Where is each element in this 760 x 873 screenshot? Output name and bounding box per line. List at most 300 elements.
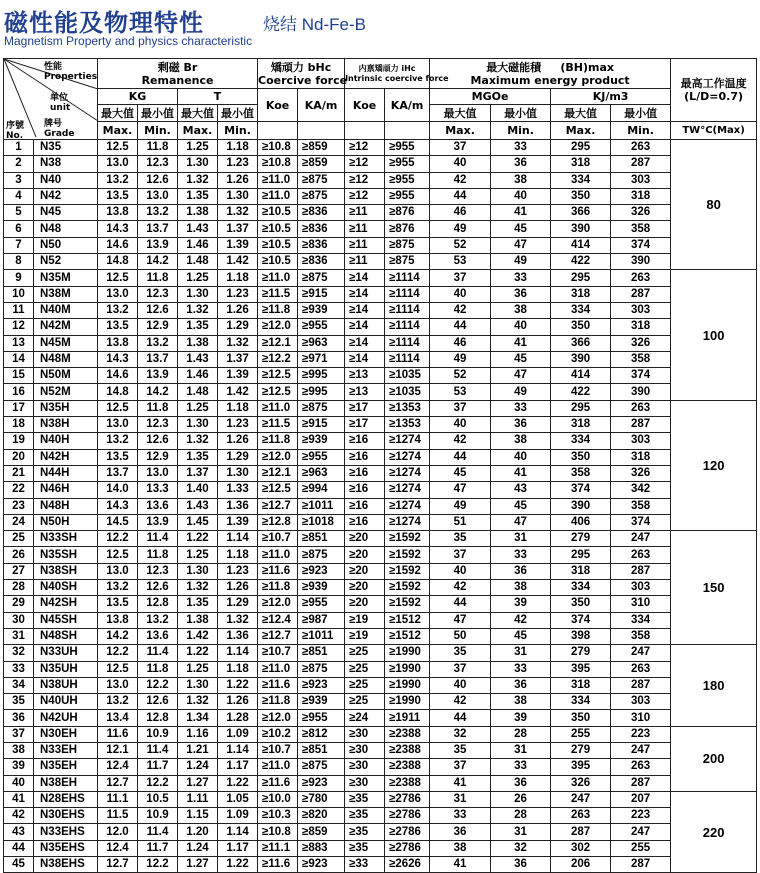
cell-grade: N40SH <box>34 580 98 596</box>
cell-bhc-koe: ≥12.0 <box>258 710 298 726</box>
cell-kg-min: 11.8 <box>138 400 178 416</box>
cell-kg-min: 13.9 <box>138 514 178 530</box>
cell-t-max: 1.32 <box>178 302 218 318</box>
cell-mgoe-max: 44 <box>430 596 491 612</box>
unit-kg: KG <box>98 89 178 105</box>
max-temp-value: 120 <box>671 400 757 530</box>
cell-mgoe-max: 35 <box>430 531 491 547</box>
cell-kg-max: 13.8 <box>98 612 138 628</box>
cell-no: 20 <box>4 449 34 465</box>
kj-min-en: Min. <box>611 122 671 140</box>
cell-mgoe-max: 40 <box>430 677 491 693</box>
cell-kj-min: 374 <box>611 514 671 530</box>
cell-mgoe-max: 37 <box>430 270 491 286</box>
cell-kg-min: 11.8 <box>138 661 178 677</box>
cell-t-max: 1.45 <box>178 514 218 530</box>
cell-mgoe-min: 38 <box>491 694 551 710</box>
cell-mgoe-min: 45 <box>491 351 551 367</box>
cell-kg-max: 14.2 <box>98 628 138 644</box>
cell-kj-max: 326 <box>551 775 611 791</box>
table-row <box>4 759 757 775</box>
cell-bhc-koe: ≥11.6 <box>258 857 298 873</box>
cell-grade: N35SH <box>34 547 98 563</box>
kj-max-cn: 最大值 <box>551 105 611 122</box>
cell-t-max: 1.21 <box>178 742 218 758</box>
cell-mgoe-max: 41 <box>430 857 491 873</box>
cell-no: 41 <box>4 791 34 807</box>
cell-t-max: 1.24 <box>178 759 218 775</box>
cell-kj-max: 406 <box>551 514 611 530</box>
cell-ihc-koe: ≥19 <box>345 628 385 644</box>
cell-grade: N45M <box>34 335 98 351</box>
page-title: 磁性能及物理特性 <box>4 9 204 37</box>
cell-kg-min: 11.7 <box>138 759 178 775</box>
cell-kj-max: 255 <box>551 726 611 742</box>
cell-mgoe-max: 37 <box>430 400 491 416</box>
cell-mgoe-min: 42 <box>491 612 551 628</box>
cell-ihc-kam: ≥2388 <box>385 742 430 758</box>
corner-unit-label: 单位 unit <box>50 93 71 113</box>
cell-t-min: 1.23 <box>218 286 258 302</box>
cell-grade: N35H <box>34 400 98 416</box>
cell-kg-max: 13.5 <box>98 449 138 465</box>
cell-t-max: 1.11 <box>178 791 218 807</box>
cell-no: 7 <box>4 237 34 253</box>
cell-ihc-kam: ≥2786 <box>385 840 430 856</box>
cell-grade: N38EHS <box>34 857 98 873</box>
cell-bhc-koe: ≥11.8 <box>258 694 298 710</box>
cell-ihc-koe: ≥35 <box>345 791 385 807</box>
cell-kg-min: 12.9 <box>138 449 178 465</box>
cell-no: 9 <box>4 270 34 286</box>
cell-kg-min: 12.6 <box>138 172 178 188</box>
mgoe-max-cn: 最大值 <box>430 105 491 122</box>
cell-kg-min: 13.7 <box>138 221 178 237</box>
cell-kj-min: 287 <box>611 677 671 693</box>
table-row <box>4 449 757 465</box>
temp-unit: TW°C(Max) <box>671 122 757 140</box>
cell-bhc-koe: ≥12.5 <box>258 482 298 498</box>
table-row <box>4 775 757 791</box>
cell-grade: N42M <box>34 319 98 335</box>
cell-kj-max: 318 <box>551 156 611 172</box>
cell-mgoe-max: 40 <box>430 563 491 579</box>
ihc-koe-blank <box>345 122 385 140</box>
cell-kj-min: 247 <box>611 742 671 758</box>
cell-grade: N52M <box>34 384 98 400</box>
cell-kg-min: 13.6 <box>138 498 178 514</box>
cell-no: 33 <box>4 661 34 677</box>
corner-property-label: 性能 Properties <box>44 62 98 82</box>
cell-ihc-koe: ≥14 <box>345 270 385 286</box>
cell-kj-min: 303 <box>611 694 671 710</box>
cell-no: 44 <box>4 840 34 856</box>
kj-max-en: Max. <box>551 122 611 140</box>
cell-ihc-kam: ≥1911 <box>385 710 430 726</box>
cell-kj-max: 414 <box>551 368 611 384</box>
cell-kg-min: 14.2 <box>138 254 178 270</box>
cell-kj-min: 358 <box>611 221 671 237</box>
t-max-cn: 最大值 <box>178 105 218 122</box>
cell-kj-min: 287 <box>611 857 671 873</box>
cell-ihc-kam: ≥1274 <box>385 482 430 498</box>
cell-kg-max: 12.7 <box>98 857 138 873</box>
cell-grade: N48 <box>34 221 98 237</box>
cell-mgoe-min: 28 <box>491 726 551 742</box>
cell-kg-min: 10.9 <box>138 808 178 824</box>
cell-kg-max: 12.5 <box>98 270 138 286</box>
cell-ihc-kam: ≥875 <box>385 254 430 270</box>
cell-kj-max: 318 <box>551 677 611 693</box>
bhc-koe-blank <box>258 122 298 140</box>
cell-kg-max: 12.1 <box>98 742 138 758</box>
cell-kg-max: 13.8 <box>98 335 138 351</box>
cell-ihc-koe: ≥30 <box>345 775 385 791</box>
table-row <box>4 286 757 302</box>
cell-bhc-koe: ≥11.5 <box>258 286 298 302</box>
cell-mgoe-max: 46 <box>430 335 491 351</box>
cell-no: 18 <box>4 417 34 433</box>
cell-grade: N46H <box>34 482 98 498</box>
cell-kg-max: 12.5 <box>98 661 138 677</box>
cell-bhc-kam: ≥955 <box>298 710 345 726</box>
cell-t-max: 1.30 <box>178 286 218 302</box>
cell-kj-min: 358 <box>611 628 671 644</box>
cell-bhc-koe: ≥11.8 <box>258 433 298 449</box>
cell-t-max: 1.30 <box>178 417 218 433</box>
cell-kg-max: 13.2 <box>98 302 138 318</box>
cell-kj-max: 279 <box>551 645 611 661</box>
cell-mgoe-max: 37 <box>430 661 491 677</box>
cell-mgoe-max: 49 <box>430 221 491 237</box>
cell-mgoe-min: 39 <box>491 596 551 612</box>
cell-t-max: 1.43 <box>178 221 218 237</box>
cell-t-min: 1.18 <box>218 400 258 416</box>
cell-t-min: 1.36 <box>218 498 258 514</box>
cell-bhc-koe: ≥11.1 <box>258 840 298 856</box>
cell-ihc-koe: ≥16 <box>345 498 385 514</box>
cell-kg-min: 12.2 <box>138 775 178 791</box>
cell-kg-max: 12.4 <box>98 840 138 856</box>
cell-bhc-kam: ≥955 <box>298 596 345 612</box>
cell-kj-max: 414 <box>551 237 611 253</box>
cell-kj-max: 334 <box>551 302 611 318</box>
cell-ihc-koe: ≥16 <box>345 433 385 449</box>
cell-mgoe-min: 40 <box>491 449 551 465</box>
cell-kg-min: 13.2 <box>138 612 178 628</box>
energy-product-header: 最大磁能積 (BH)max Maximum energy product <box>430 59 671 89</box>
cell-kg-min: 10.9 <box>138 726 178 742</box>
cell-ihc-koe: ≥12 <box>345 140 385 156</box>
cell-bhc-kam: ≥955 <box>298 449 345 465</box>
cell-grade: N40H <box>34 433 98 449</box>
cell-ihc-kam: ≥1592 <box>385 580 430 596</box>
table-row <box>4 156 757 172</box>
cell-kg-min: 12.6 <box>138 433 178 449</box>
cell-t-min: 1.42 <box>218 384 258 400</box>
cell-bhc-koe: ≥10.5 <box>258 237 298 253</box>
cell-kg-max: 11.1 <box>98 791 138 807</box>
cell-mgoe-min: 45 <box>491 221 551 237</box>
cell-t-min: 1.32 <box>218 612 258 628</box>
cell-grade: N38H <box>34 417 98 433</box>
cell-bhc-koe: ≥12.1 <box>258 335 298 351</box>
cell-t-max: 1.30 <box>178 156 218 172</box>
cell-mgoe-min: 36 <box>491 563 551 579</box>
cell-kg-max: 14.5 <box>98 514 138 530</box>
cell-no: 4 <box>4 188 34 204</box>
cell-ihc-koe: ≥33 <box>345 857 385 873</box>
cell-no: 40 <box>4 775 34 791</box>
cell-mgoe-min: 32 <box>491 840 551 856</box>
table-row <box>4 857 757 873</box>
cell-no: 13 <box>4 335 34 351</box>
cell-kj-max: 295 <box>551 270 611 286</box>
cell-kj-min: 374 <box>611 237 671 253</box>
cell-ihc-kam: ≥1990 <box>385 645 430 661</box>
ihc-koe: Koe <box>345 89 385 122</box>
cell-mgoe-max: 42 <box>430 302 491 318</box>
cell-ihc-koe: ≥11 <box>345 237 385 253</box>
cell-kg-max: 14.6 <box>98 237 138 253</box>
cell-ihc-kam: ≥1035 <box>385 368 430 384</box>
cell-bhc-koe: ≥11.0 <box>258 270 298 286</box>
cell-t-min: 1.17 <box>218 840 258 856</box>
cell-kg-max: 11.5 <box>98 808 138 824</box>
table-row <box>4 319 757 335</box>
cell-ihc-kam: ≥1990 <box>385 694 430 710</box>
table-row <box>4 710 757 726</box>
cell-bhc-koe: ≥11.5 <box>258 417 298 433</box>
cell-t-max: 1.38 <box>178 612 218 628</box>
cell-grade: N40 <box>34 172 98 188</box>
cell-ihc-kam: ≥1114 <box>385 351 430 367</box>
cell-kj-max: 318 <box>551 286 611 302</box>
cell-bhc-koe: ≥11.6 <box>258 677 298 693</box>
cell-kj-min: 247 <box>611 531 671 547</box>
cell-bhc-koe: ≥12.0 <box>258 449 298 465</box>
cell-kj-min: 318 <box>611 449 671 465</box>
cell-t-min: 1.05 <box>218 791 258 807</box>
table-row <box>4 580 757 596</box>
cell-bhc-koe: ≥12.1 <box>258 465 298 481</box>
cell-kj-min: 207 <box>611 791 671 807</box>
cell-grade: N42H <box>34 449 98 465</box>
cell-mgoe-max: 37 <box>430 759 491 775</box>
cell-t-max: 1.37 <box>178 465 218 481</box>
cell-mgoe-max: 33 <box>430 808 491 824</box>
cell-no: 10 <box>4 286 34 302</box>
cell-ihc-koe: ≥35 <box>345 840 385 856</box>
cell-kj-min: 263 <box>611 400 671 416</box>
cell-t-max: 1.25 <box>178 661 218 677</box>
cell-grade: N48H <box>34 498 98 514</box>
cell-grade: N44H <box>34 465 98 481</box>
cell-mgoe-min: 28 <box>491 808 551 824</box>
table-row <box>4 563 757 579</box>
cell-t-min: 1.32 <box>218 335 258 351</box>
cell-kg-max: 14.3 <box>98 221 138 237</box>
cell-mgoe-min: 39 <box>491 710 551 726</box>
cell-bhc-kam: ≥923 <box>298 563 345 579</box>
cell-kg-min: 12.9 <box>138 319 178 335</box>
cell-t-max: 1.34 <box>178 710 218 726</box>
cell-mgoe-min: 36 <box>491 156 551 172</box>
table-row <box>4 628 757 644</box>
cell-no: 34 <box>4 677 34 693</box>
cell-ihc-kam: ≥1990 <box>385 661 430 677</box>
cell-bhc-koe: ≥10.5 <box>258 205 298 221</box>
cell-bhc-koe: ≥10.7 <box>258 645 298 661</box>
kj-min-cn: 最小值 <box>611 105 671 122</box>
cell-grade: N45 <box>34 205 98 221</box>
cell-t-min: 1.29 <box>218 596 258 612</box>
cell-t-max: 1.25 <box>178 400 218 416</box>
cell-kj-min: 390 <box>611 384 671 400</box>
cell-t-min: 1.09 <box>218 726 258 742</box>
cell-ihc-kam: ≥1114 <box>385 335 430 351</box>
cell-mgoe-max: 47 <box>430 612 491 628</box>
cell-mgoe-max: 36 <box>430 824 491 840</box>
cell-mgoe-max: 40 <box>430 286 491 302</box>
cell-kj-min: 390 <box>611 254 671 270</box>
cell-kj-min: 342 <box>611 482 671 498</box>
cell-t-min: 1.23 <box>218 156 258 172</box>
cell-kj-min: 287 <box>611 286 671 302</box>
cell-mgoe-min: 33 <box>491 140 551 156</box>
table-row <box>4 465 757 481</box>
cell-bhc-koe: ≥11.8 <box>258 302 298 318</box>
cell-kj-max: 390 <box>551 221 611 237</box>
cell-mgoe-max: 47 <box>430 482 491 498</box>
cell-ihc-kam: ≥1274 <box>385 449 430 465</box>
cell-bhc-koe: ≥12.0 <box>258 319 298 335</box>
cell-grade: N42UH <box>34 710 98 726</box>
cell-grade: N42 <box>34 188 98 204</box>
cell-ihc-kam: ≥875 <box>385 237 430 253</box>
cell-ihc-kam: ≥955 <box>385 156 430 172</box>
remanence-header: 剩磁 Br Remanence <box>98 59 258 89</box>
cell-no: 2 <box>4 156 34 172</box>
cell-kj-min: 223 <box>611 808 671 824</box>
cell-grade: N35M <box>34 270 98 286</box>
cell-mgoe-max: 38 <box>430 840 491 856</box>
cell-mgoe-max: 40 <box>430 417 491 433</box>
cell-t-max: 1.35 <box>178 449 218 465</box>
cell-bhc-koe: ≥11.0 <box>258 400 298 416</box>
cell-bhc-koe: ≥12.2 <box>258 351 298 367</box>
cell-bhc-koe: ≥11.6 <box>258 563 298 579</box>
cell-kg-max: 13.5 <box>98 596 138 612</box>
cell-no: 43 <box>4 824 34 840</box>
coercive-header: 矯頑力 bHc Coercive force <box>258 60 348 87</box>
cell-mgoe-max: 51 <box>430 514 491 530</box>
cell-bhc-kam: ≥836 <box>298 221 345 237</box>
cell-kj-max: 390 <box>551 351 611 367</box>
ihc-kam: KA/m <box>385 89 430 122</box>
cell-kg-max: 11.6 <box>98 726 138 742</box>
cell-bhc-kam: ≥939 <box>298 302 345 318</box>
cell-t-max: 1.48 <box>178 384 218 400</box>
cell-kg-min: 12.8 <box>138 596 178 612</box>
cell-bhc-kam: ≥995 <box>298 368 345 384</box>
t-min-cn: 最小值 <box>218 105 258 122</box>
cell-mgoe-min: 40 <box>491 188 551 204</box>
cell-ihc-koe: ≥16 <box>345 449 385 465</box>
cell-bhc-koe: ≥12.7 <box>258 628 298 644</box>
cell-no: 15 <box>4 368 34 384</box>
cell-grade: N38SH <box>34 563 98 579</box>
cell-ihc-koe: ≥14 <box>345 335 385 351</box>
cell-t-max: 1.35 <box>178 596 218 612</box>
cell-no: 45 <box>4 857 34 873</box>
cell-bhc-kam: ≥875 <box>298 547 345 563</box>
cell-bhc-koe: ≥10.8 <box>258 156 298 172</box>
cell-mgoe-min: 33 <box>491 661 551 677</box>
table-row <box>4 302 757 318</box>
cell-kg-max: 12.5 <box>98 140 138 156</box>
cell-mgoe-min: 36 <box>491 677 551 693</box>
cell-bhc-koe: ≥11.6 <box>258 775 298 791</box>
cell-t-max: 1.46 <box>178 237 218 253</box>
cell-kj-max: 374 <box>551 612 611 628</box>
cell-no: 22 <box>4 482 34 498</box>
cell-kg-max: 14.3 <box>98 498 138 514</box>
cell-mgoe-max: 44 <box>430 449 491 465</box>
bhc-kam-blank <box>298 122 345 140</box>
cell-t-max: 1.32 <box>178 694 218 710</box>
cell-bhc-kam: ≥780 <box>298 791 345 807</box>
cell-bhc-kam: ≥859 <box>298 140 345 156</box>
cell-kj-min: 223 <box>611 726 671 742</box>
cell-bhc-koe: ≥11.8 <box>258 580 298 596</box>
cell-bhc-koe: ≥10.8 <box>258 824 298 840</box>
table-row <box>4 840 757 856</box>
cell-mgoe-max: 52 <box>430 237 491 253</box>
cell-kg-min: 11.8 <box>138 140 178 156</box>
cell-kg-min: 11.8 <box>138 547 178 563</box>
cell-kj-min: 255 <box>611 840 671 856</box>
cell-kj-min: 326 <box>611 465 671 481</box>
cell-t-min: 1.28 <box>218 710 258 726</box>
cell-t-max: 1.48 <box>178 254 218 270</box>
cell-t-min: 1.22 <box>218 775 258 791</box>
cell-ihc-kam: ≥1592 <box>385 563 430 579</box>
cell-mgoe-min: 36 <box>491 775 551 791</box>
cell-grade: N33EHS <box>34 824 98 840</box>
cell-ihc-kam: ≥1274 <box>385 465 430 481</box>
cell-kg-max: 13.0 <box>98 677 138 693</box>
table-row <box>4 645 757 661</box>
cell-no: 25 <box>4 531 34 547</box>
cell-no: 38 <box>4 742 34 758</box>
cell-t-min: 1.22 <box>218 677 258 693</box>
cell-bhc-koe: ≥11.0 <box>258 188 298 204</box>
cell-grade: N45SH <box>34 612 98 628</box>
cell-kj-min: 287 <box>611 417 671 433</box>
cell-kg-max: 14.8 <box>98 254 138 270</box>
cell-bhc-koe: ≥12.7 <box>258 498 298 514</box>
cell-mgoe-min: 47 <box>491 368 551 384</box>
cell-mgoe-max: 49 <box>430 498 491 514</box>
cell-ihc-kam: ≥2388 <box>385 759 430 775</box>
cell-ihc-koe: ≥17 <box>345 417 385 433</box>
cell-ihc-kam: ≥1114 <box>385 270 430 286</box>
cell-mgoe-min: 49 <box>491 254 551 270</box>
cell-bhc-kam: ≥923 <box>298 775 345 791</box>
cell-mgoe-max: 49 <box>430 351 491 367</box>
cell-ihc-koe: ≥13 <box>345 384 385 400</box>
